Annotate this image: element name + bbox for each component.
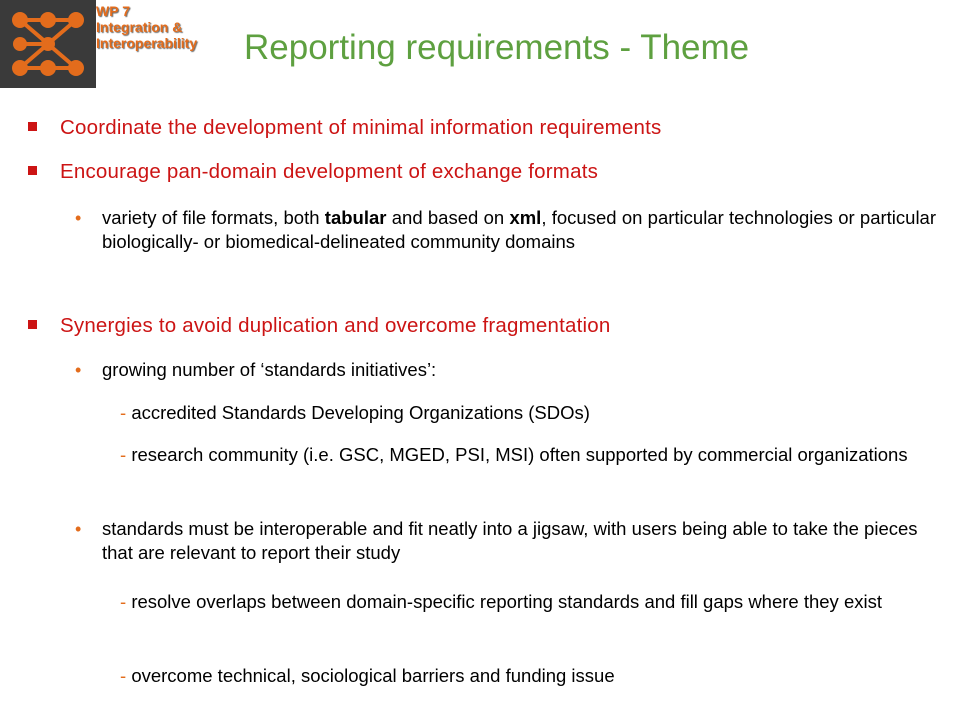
bullet-coordinate: [60, 114, 936, 142]
wp-name-line2: Interoperability: [96, 35, 198, 51]
text-bold: tabular: [324, 207, 387, 228]
dash-item-sdo: [120, 401, 936, 425]
dot-bullet-icon: •: [75, 360, 82, 380]
bullet-text: Encourage pan-domain development of exchange formats: [60, 160, 599, 183]
dash-marker: -: [120, 444, 132, 465]
dash-marker: -: [120, 591, 132, 612]
bullet-synergies: [60, 312, 936, 340]
wp-name-line1: Integration &: [96, 19, 183, 35]
wp-number: WP 7: [96, 3, 130, 19]
dash-item-research: [120, 443, 936, 467]
dash-marker: -: [120, 402, 132, 423]
text-part: and based on: [386, 207, 510, 228]
text: growing number of ‘standards initiatives’:: [102, 359, 437, 380]
text: overcome technical, sociological barriers and funding issue: [131, 665, 615, 686]
slide-title: Reporting requirements - Theme: [244, 28, 750, 67]
sub-bullet-growing: [75, 358, 936, 382]
text: resolve overlaps between domain-specific reporting standards and fill gaps where they exist: [131, 591, 882, 612]
square-bullet-icon: [28, 320, 37, 329]
dot-bullet-icon: •: [75, 208, 82, 228]
sub-bullet-file-formats: [75, 206, 937, 254]
text-part: , focused on particular technologies or particular biologically- or biomedical-delineated community domains: [102, 207, 937, 252]
square-bullet-icon: [28, 166, 37, 175]
text: research community (i.e. GSC, MGED, PSI, MSI) often supported by commercial organizations: [131, 444, 908, 465]
bullet-text: Synergies to avoid duplication and overcome fragmentation: [60, 314, 611, 337]
square-bullet-icon: [28, 122, 37, 131]
dot-bullet-icon: •: [75, 519, 82, 539]
dash-item-overcome: [120, 664, 936, 688]
dash-item-resolve: [120, 590, 936, 614]
bullet-encourage: [60, 158, 936, 186]
text-part: variety of file formats, both: [102, 207, 325, 228]
text-bold: xml: [509, 207, 542, 228]
text: accredited Standards Developing Organizations (SDOs): [131, 402, 590, 423]
bullet-text: Coordinate the development of minimal information requirements: [60, 116, 662, 139]
text: standards must be interoperable and fit neatly into a jigsaw, with users being able to take the pieces that are relevant to report their study: [102, 518, 918, 563]
dash-marker: -: [120, 665, 132, 686]
sub-bullet-interoperable: [75, 517, 936, 565]
